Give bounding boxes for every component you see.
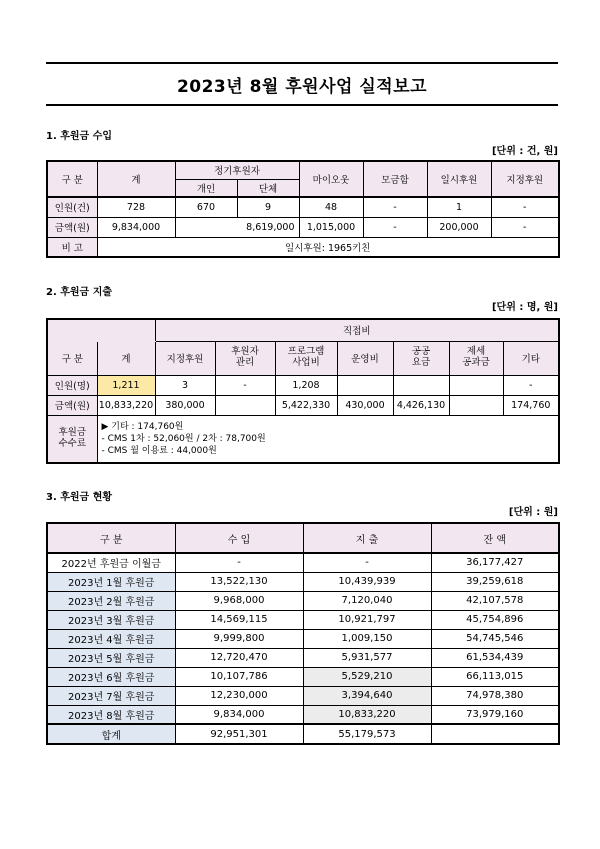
cell: 13,522,130 xyxy=(175,572,303,591)
h-other: 기타 xyxy=(503,341,559,375)
cell: 10,833,220 xyxy=(97,395,155,415)
row-label: 금액(원) xyxy=(47,217,97,237)
cell: 61,534,439 xyxy=(431,648,559,667)
h-expense: 지 출 xyxy=(303,523,431,553)
note-cell: 일시후원: 1965키친 xyxy=(97,237,559,257)
cell: 1,208 xyxy=(275,375,337,395)
h-balance: 잔 액 xyxy=(431,523,559,553)
cell: 8,619,000 xyxy=(175,217,299,237)
row-label: 2023년 5월 후원금 xyxy=(47,648,175,667)
fee-line: - CMS 1차 : 52,060원 / 2차 : 78,700원 xyxy=(101,433,266,444)
h-gubun: 구 분 xyxy=(47,341,97,375)
fee-notes xyxy=(97,415,559,463)
h-gubun: 구 분 xyxy=(47,523,175,553)
section1-heading: 1. 후원금 수입 xyxy=(46,131,113,142)
h-total: 계 xyxy=(97,341,155,375)
cell: 36,177,427 xyxy=(431,553,559,572)
blank-head xyxy=(47,319,155,341)
section2-heading: 2. 후원금 지출 xyxy=(46,287,113,298)
row-label: 인원(명) xyxy=(47,375,97,395)
cell: 12,720,470 xyxy=(175,648,303,667)
h-maioot: 마이오웃 xyxy=(299,161,363,197)
cell: - xyxy=(491,197,559,217)
row-label: 금액(원) xyxy=(47,395,97,415)
h-operation: 운영비 xyxy=(337,341,393,375)
cell: 1 xyxy=(427,197,491,217)
cell xyxy=(337,375,393,395)
cell: - xyxy=(363,197,427,217)
income-table xyxy=(46,160,560,258)
fee-label: 후원금 수수료 xyxy=(47,415,97,463)
cell: 5,529,210 xyxy=(303,667,431,686)
cell: 430,000 xyxy=(337,395,393,415)
cell: 9 xyxy=(237,197,299,217)
cell: 10,107,786 xyxy=(175,667,303,686)
cell: 9,834,000 xyxy=(97,217,175,237)
section1-unit: [단위 : 건, 원] xyxy=(491,146,558,157)
cell: 10,921,797 xyxy=(303,610,431,629)
cell: 200,000 xyxy=(427,217,491,237)
cell: 670 xyxy=(175,197,237,217)
cell: - xyxy=(215,375,275,395)
h-income: 수 입 xyxy=(175,523,303,553)
fee-line: ▶ 기타 : 174,760원 xyxy=(101,421,184,432)
cell: - xyxy=(491,217,559,237)
h-designated: 지정후원 xyxy=(155,341,215,375)
h-individual: 개인 xyxy=(175,179,237,197)
cell: - xyxy=(303,553,431,572)
section3-unit: [단위 : 원] xyxy=(508,507,558,518)
report-title-box xyxy=(46,62,558,106)
cell: 174,760 xyxy=(503,395,559,415)
cell: 3,394,640 xyxy=(303,686,431,705)
cell: 48 xyxy=(299,197,363,217)
total-label: 합계 xyxy=(47,724,175,744)
h-regular: 정기후원자 xyxy=(175,161,299,179)
cell: 1,009,150 xyxy=(303,629,431,648)
cell xyxy=(449,395,503,415)
cell: 42,107,578 xyxy=(431,591,559,610)
cell: 9,999,800 xyxy=(175,629,303,648)
row-label: 2023년 8월 후원금 xyxy=(47,705,175,724)
total-expense: 55,179,573 xyxy=(303,724,431,744)
cell: 5,422,330 xyxy=(275,395,337,415)
row-label: 2023년 1월 후원금 xyxy=(47,572,175,591)
cell xyxy=(215,395,275,415)
h-tax: 제세 공과금 xyxy=(449,341,503,375)
row-label: 2023년 2월 후원금 xyxy=(47,591,175,610)
cell: 14,569,115 xyxy=(175,610,303,629)
cell: - xyxy=(503,375,559,395)
h-direct: 직접비 xyxy=(155,319,559,341)
cell: 9,834,000 xyxy=(175,705,303,724)
cell-highlight: 1,211 xyxy=(97,375,155,395)
cell: - xyxy=(175,553,303,572)
cell: 9,968,000 xyxy=(175,591,303,610)
cell: 54,745,546 xyxy=(431,629,559,648)
h-donor-mgmt: 후원자 관리 xyxy=(215,341,275,375)
h-box: 모금함 xyxy=(363,161,427,197)
expense-table xyxy=(46,318,560,464)
cell: 66,113,015 xyxy=(431,667,559,686)
cell: 10,833,220 xyxy=(303,705,431,724)
cell: 10,439,939 xyxy=(303,572,431,591)
row-label: 2023년 4월 후원금 xyxy=(47,629,175,648)
section3-heading: 3. 후원금 현황 xyxy=(46,492,113,503)
row-label: 인원(건) xyxy=(47,197,97,217)
row-label: 비 고 xyxy=(47,237,97,257)
cell: 7,120,040 xyxy=(303,591,431,610)
status-table xyxy=(46,522,560,745)
row-label: 2023년 7월 후원금 xyxy=(47,686,175,705)
cell: 380,000 xyxy=(155,395,215,415)
cell: 74,978,380 xyxy=(431,686,559,705)
row-label: 2023년 6월 후원금 xyxy=(47,667,175,686)
total-income: 92,951,301 xyxy=(175,724,303,744)
cell xyxy=(449,375,503,395)
total-balance xyxy=(431,724,559,744)
h-program: 프로그램 사업비 xyxy=(275,341,337,375)
section2-unit: [단위 : 명, 원] xyxy=(491,302,558,313)
cell: 3 xyxy=(155,375,215,395)
cell: 45,754,896 xyxy=(431,610,559,629)
cell: - xyxy=(363,217,427,237)
row-label: 2022년 후원금 이월금 xyxy=(47,553,175,572)
h-utility: 공공 요금 xyxy=(393,341,449,375)
cell xyxy=(393,375,449,395)
fee-line: - CMS 월 이용료 : 44,000원 xyxy=(101,445,217,456)
row-label: 2023년 3월 후원금 xyxy=(47,610,175,629)
h-gubun: 구 분 xyxy=(47,161,97,197)
h-designated: 지정후원 xyxy=(491,161,559,197)
cell: 1,015,000 xyxy=(299,217,363,237)
h-onetime: 일시후원 xyxy=(427,161,491,197)
cell: 728 xyxy=(97,197,175,217)
cell: 5,931,577 xyxy=(303,648,431,667)
cell: 12,230,000 xyxy=(175,686,303,705)
cell: 73,979,160 xyxy=(431,705,559,724)
h-group: 단체 xyxy=(237,179,299,197)
cell: 4,426,130 xyxy=(393,395,449,415)
cell: 39,259,618 xyxy=(431,572,559,591)
h-total: 계 xyxy=(97,161,175,197)
report-title: 2023년 8월 후원사업 실적보고 xyxy=(176,76,428,97)
